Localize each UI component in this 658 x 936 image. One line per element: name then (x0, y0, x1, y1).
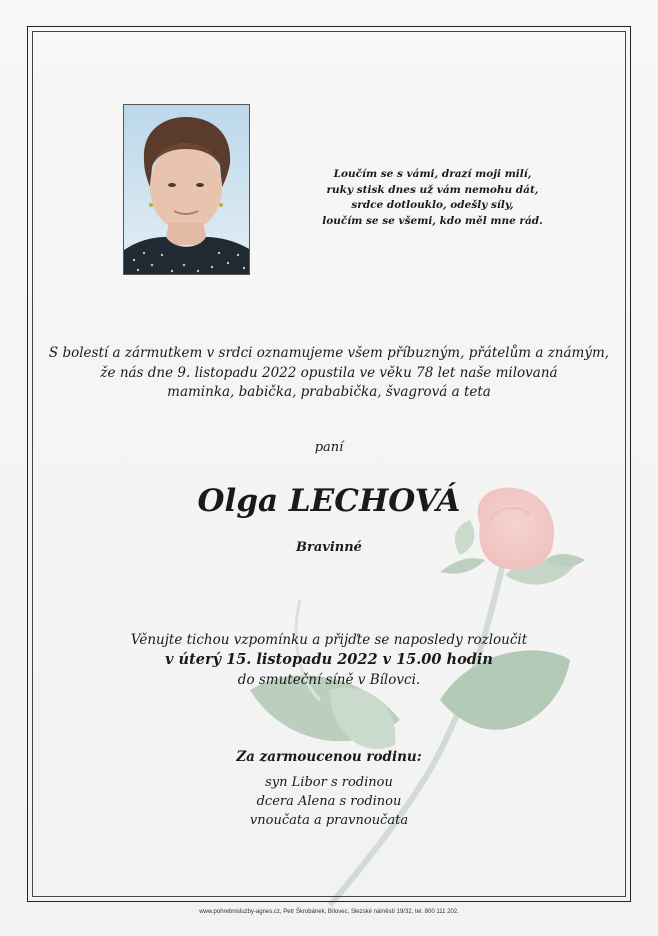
announcement-line: že nás dne 9. listopadu 2022 opustila ve věku 78 let naše milovaná (100, 364, 558, 381)
salutation: paní (314, 440, 344, 455)
family-heading: Za zarmoucenou rodinu: (236, 749, 422, 765)
deceased-name: Olga LECHOVÁ (197, 483, 461, 519)
funeral-invitation (40, 630, 618, 690)
funeral-location: do smuteční síně v Bílovci. (237, 672, 421, 688)
funeral-date-time: v úterý 15. listopadu 2022 v 15.00 hodin (165, 651, 493, 668)
announcement-line: maminka, babička, prababička, švagrová a teta (167, 384, 491, 400)
poem-line: ruky stisk dnes už vám nemohu dát, (326, 183, 539, 196)
family-signature (40, 748, 618, 830)
invitation-line: Věnujte tichou vzpomínku a přijďte se naposledy rozloučit (130, 632, 528, 648)
family-member: dcera Alena s rodinou (256, 794, 402, 809)
portrait-photo (123, 104, 250, 275)
funeral-service-footer: www.pohrebnisluzby-agnes.cz, Petr Škrobánek, Bílovec, Slezské náměstí 19/32, tel. 800 111 202. (199, 909, 459, 915)
family-member: syn Libor s rodinou (265, 775, 393, 790)
poem-line: srdce dotlouklo, odešly síly, (351, 199, 514, 211)
announcement-text (40, 344, 618, 403)
farewell-poem (300, 167, 565, 229)
announcement-line: S bolestí a zármutkem v srdci oznamujeme všem příbuzným, přátelům a známým, (48, 345, 610, 361)
family-member: vnoučata a pravnoučata (249, 813, 409, 828)
poem-line: loučím se se všemi, kdo měl mne rád. (322, 214, 543, 227)
poem-line: Loučím se s vámi, drazí moji milí, (333, 168, 532, 180)
deceased-place: Bravinné (296, 540, 362, 555)
